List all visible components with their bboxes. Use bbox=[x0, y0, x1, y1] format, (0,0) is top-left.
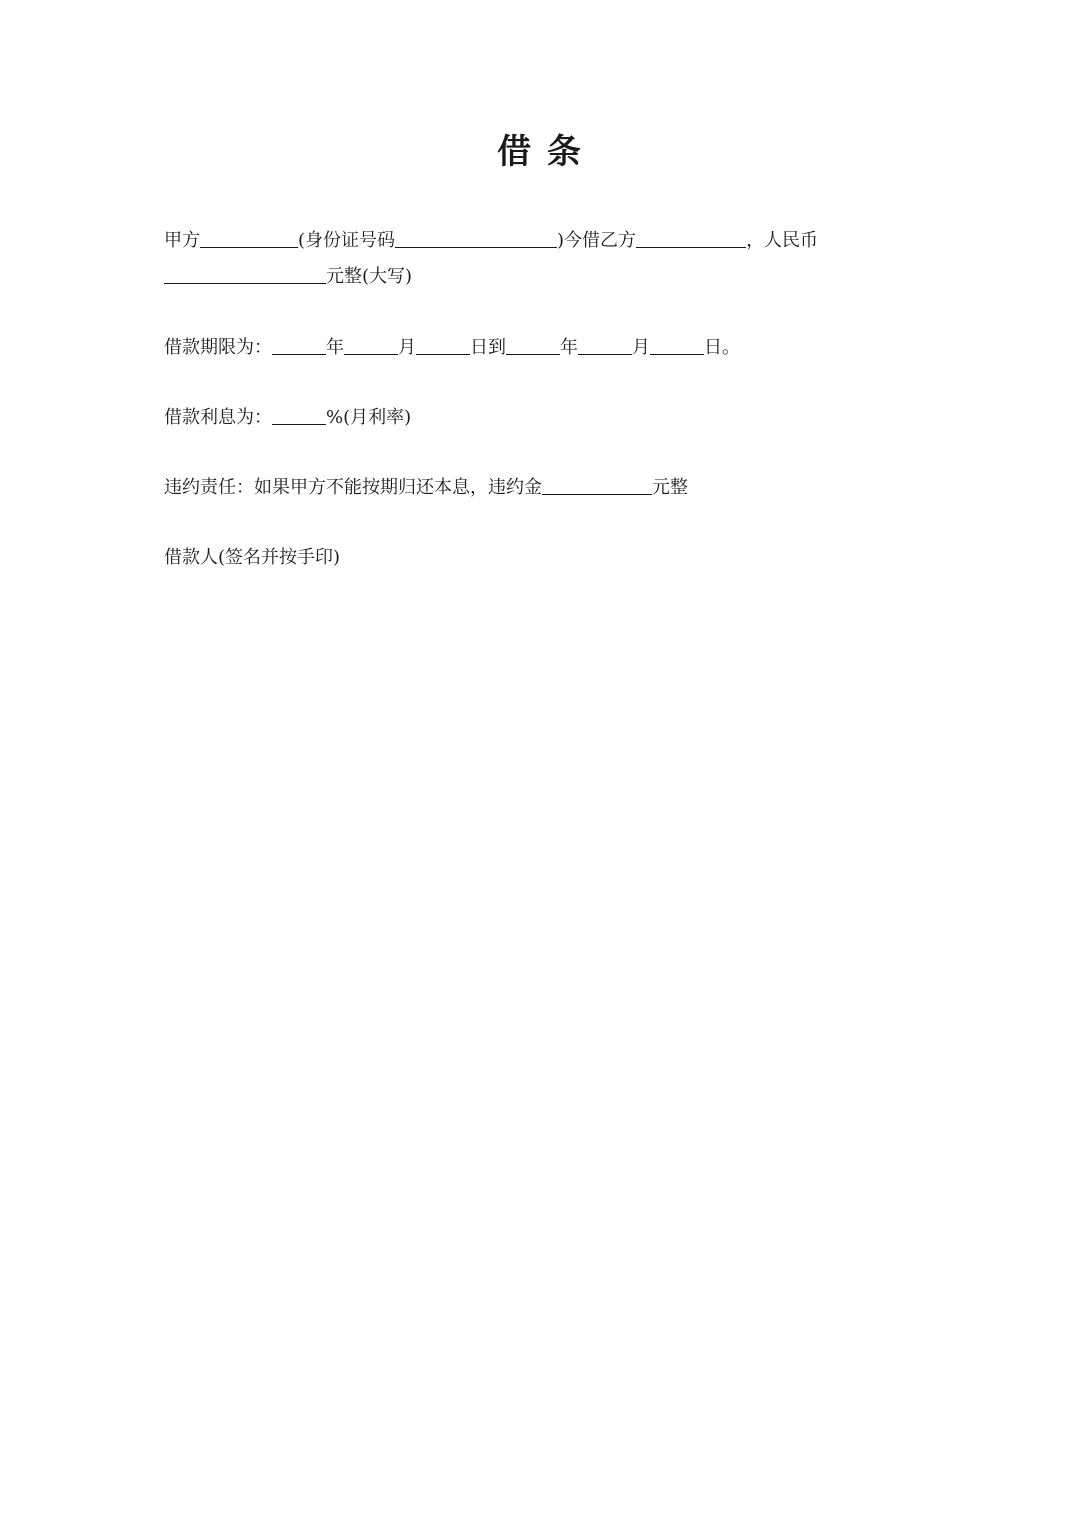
default-liability bbox=[164, 470, 688, 506]
interest-label: 借款利息为： bbox=[164, 407, 272, 428]
borrower-signature bbox=[164, 540, 340, 576]
party-a-label: 甲方 bbox=[164, 230, 200, 251]
borrow-from-label: )今借乙方 bbox=[557, 230, 637, 251]
end-month-blank[interactable] bbox=[578, 334, 632, 355]
signature-label: 借款人(签名并按手印) bbox=[164, 547, 341, 568]
day-to-label: 日到 bbox=[470, 337, 506, 358]
loan-statement bbox=[164, 223, 818, 295]
loan-term bbox=[164, 330, 740, 366]
penalty-label: 违约责任：如果甲方不能按期归还本息，违约金 bbox=[164, 477, 542, 498]
id-number-blank[interactable] bbox=[395, 227, 557, 248]
penalty-amount-blank[interactable] bbox=[542, 474, 652, 495]
amount-blank[interactable] bbox=[164, 263, 326, 284]
end-year-blank[interactable] bbox=[506, 334, 560, 355]
party-b-name-blank[interactable] bbox=[636, 227, 746, 248]
start-year-blank[interactable] bbox=[272, 334, 326, 355]
penalty-suffix: 元整 bbox=[652, 477, 688, 498]
start-day-blank[interactable] bbox=[416, 334, 470, 355]
loan-interest bbox=[164, 400, 411, 436]
amount-suffix: 元整(大写) bbox=[326, 266, 413, 287]
term-label: 借款期限为： bbox=[164, 337, 272, 358]
end-day-blank[interactable] bbox=[650, 334, 704, 355]
start-month-blank[interactable] bbox=[344, 334, 398, 355]
interest-rate-blank[interactable] bbox=[272, 404, 326, 425]
end-year-label: 年 bbox=[560, 337, 578, 358]
end-day-label: 日。 bbox=[704, 337, 740, 358]
end-month-label: 月 bbox=[632, 337, 650, 358]
document-title: 借 条 bbox=[497, 132, 583, 172]
start-month-label: 月 bbox=[398, 337, 416, 358]
start-year-label: 年 bbox=[326, 337, 344, 358]
id-number-label: (身份证号码 bbox=[298, 230, 396, 251]
party-a-name-blank[interactable] bbox=[200, 227, 298, 248]
currency-label: ，人民币 bbox=[746, 230, 819, 251]
interest-suffix: %(月利率) bbox=[326, 407, 412, 428]
